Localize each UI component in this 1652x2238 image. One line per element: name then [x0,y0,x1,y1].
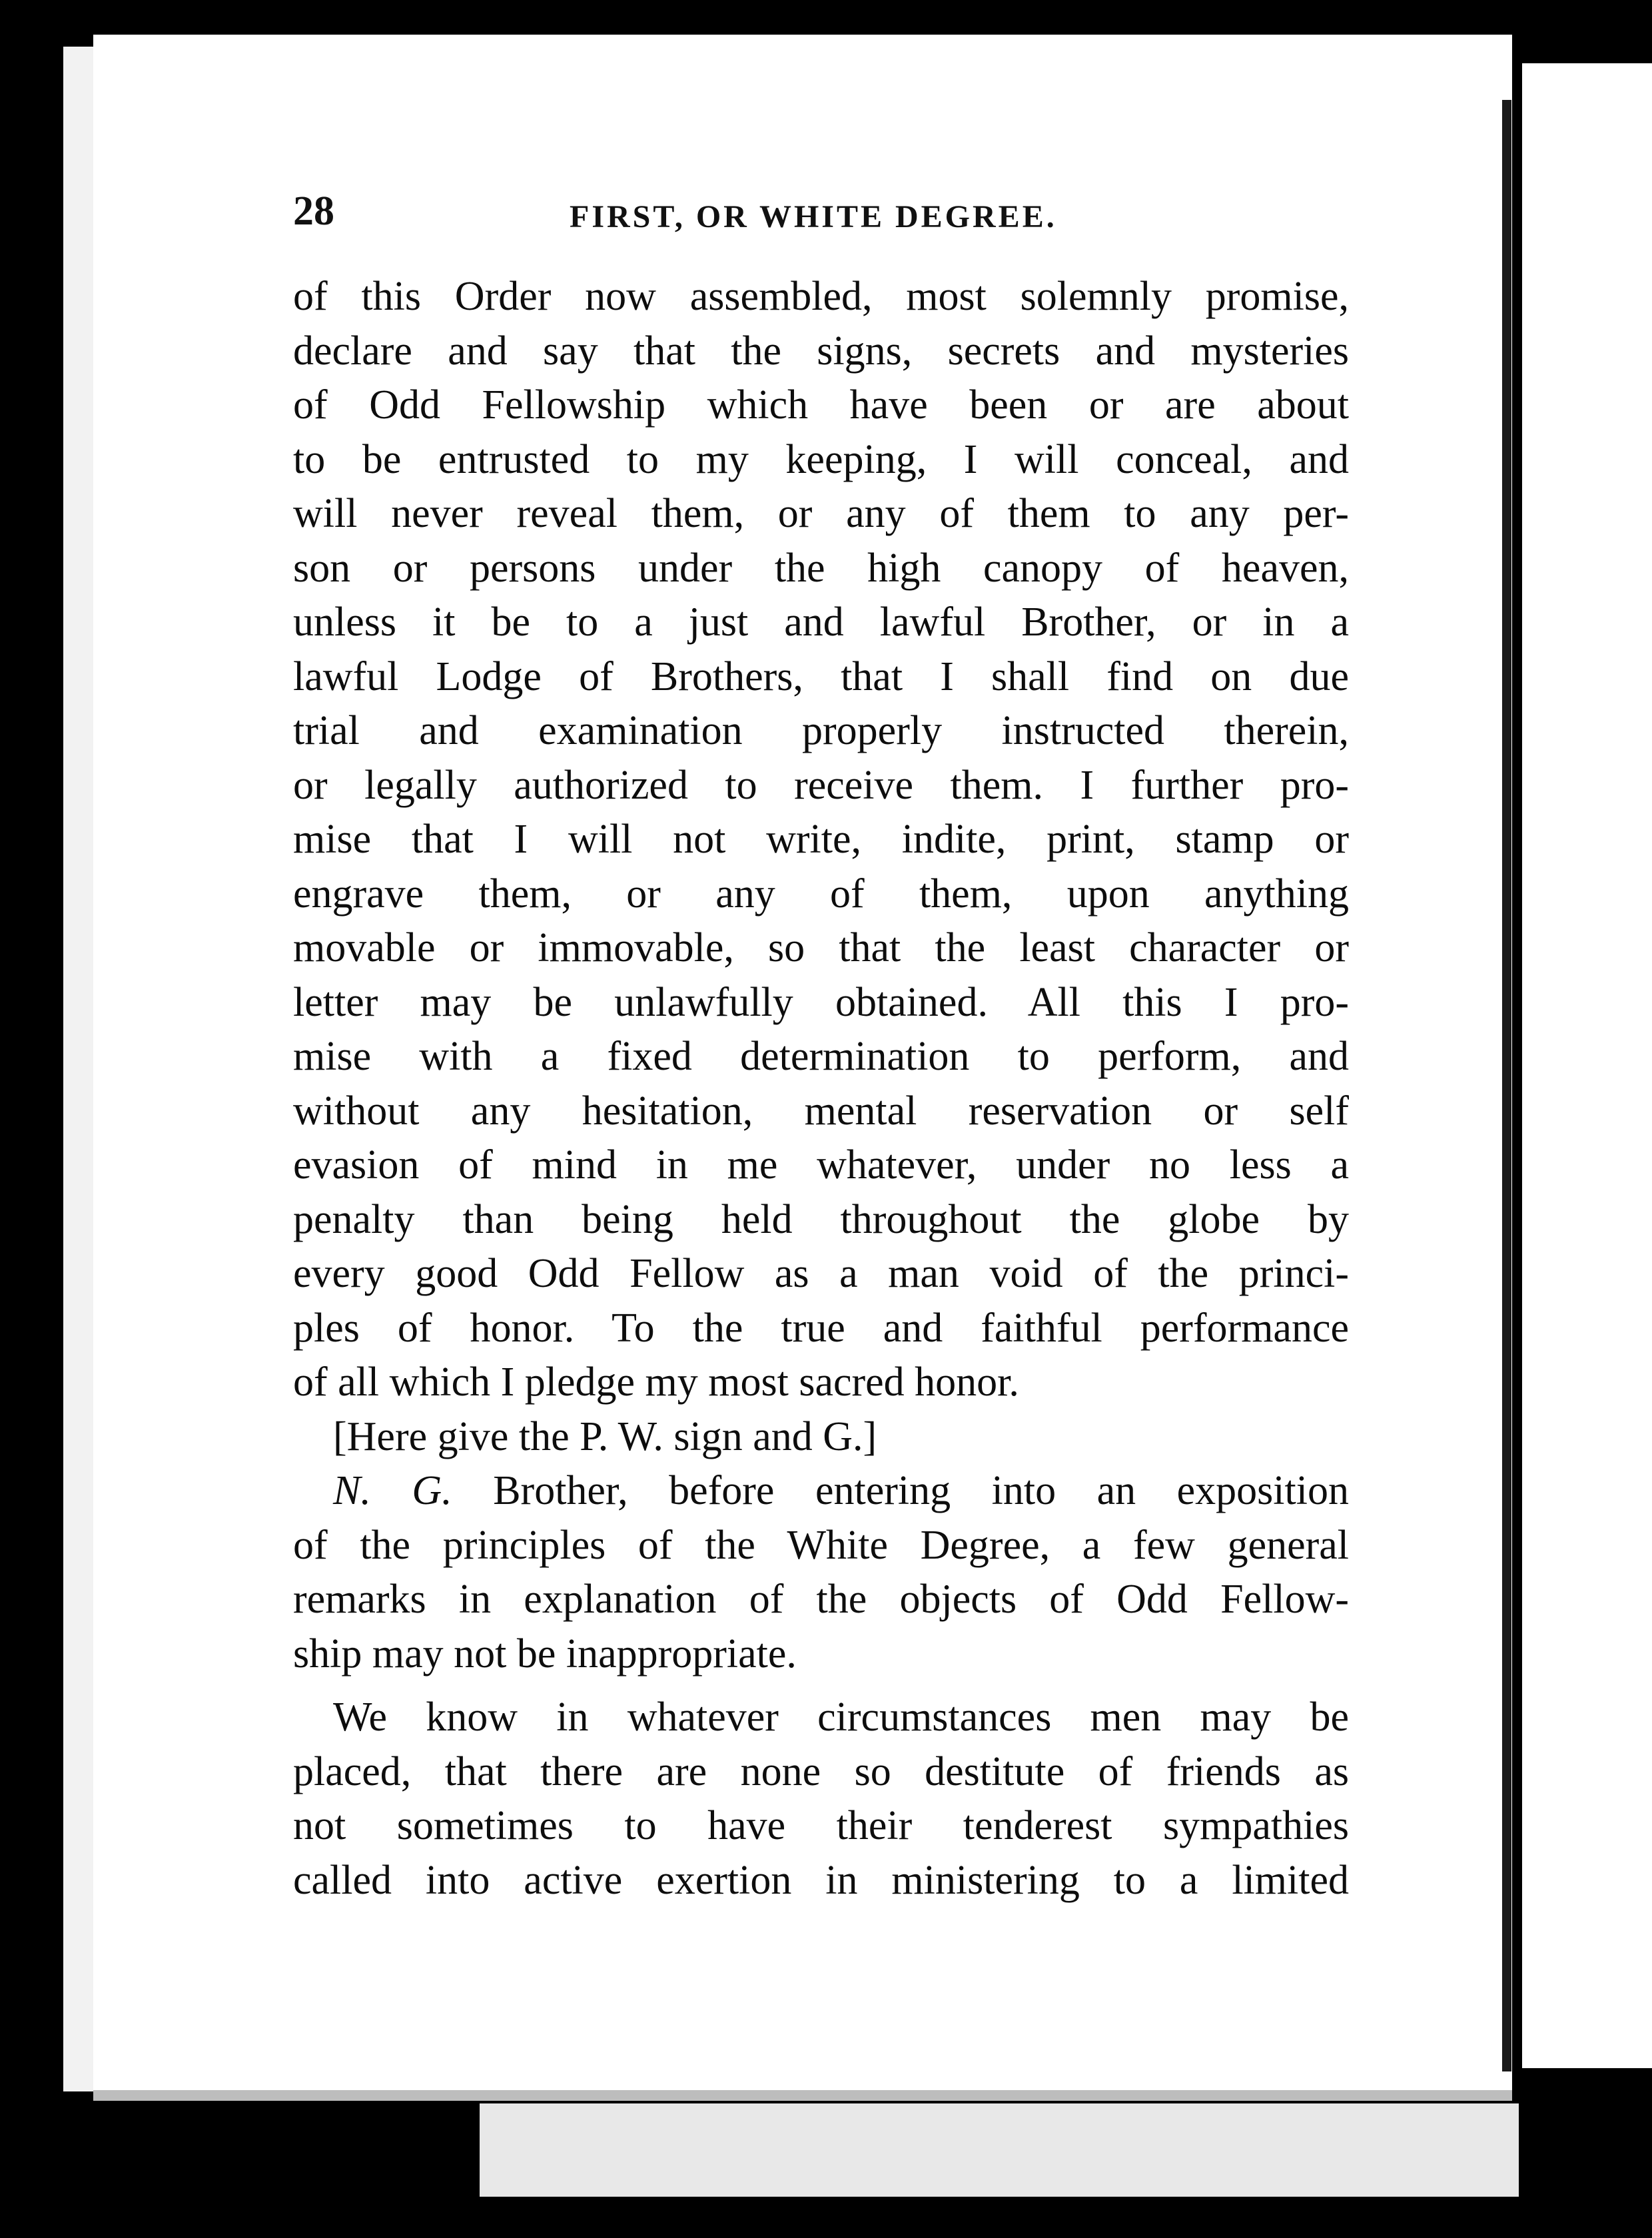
text-line: of this Order now assembled, most solemnly promise, [293,274,1349,319]
text-line: of Odd Fellowship which have been or are about [293,382,1349,428]
text-line: declare and say that the signs, secrets and mysteries [293,328,1349,374]
text-line: without any hesitation, mental reservation or self [293,1088,1349,1134]
page-bottom-shadow [93,2090,1512,2101]
text-line: of the principles of the White Degree, a few general [293,1522,1349,1568]
page-number: 28 [293,188,334,234]
text-line: letter may be unlawfully obtained. All this I pro- [293,979,1349,1025]
text-line: to be entrusted to my keeping, I will conceal, and [293,436,1349,482]
paragraph-gap [293,1681,1349,1690]
text-line: unless it be to a just and lawful Brother, or in a [293,599,1349,645]
text-line: We know in whatever circumstances men may be [333,1694,1349,1740]
page-stack-edge [480,2103,1519,2197]
text-line: penalty than being held throughout the globe by [293,1196,1349,1242]
text-line: mise with a fixed determination to perform, and [293,1034,1349,1079]
paragraph-sympathies [293,1690,1349,1908]
text-line: not sometimes to have their tenderest sympathies [293,1803,1349,1848]
page-gutter-shadow [1502,100,1511,2071]
text-line: evasion of mind in me whatever, under no less a [293,1142,1349,1188]
text-line: remarks in explanation of the objects of Odd Fellow- [293,1577,1349,1622]
text-line: movable or immovable, so that the least character or [293,925,1349,970]
text-line: called into active exertion in ministering to a limited [293,1857,1349,1903]
text-line [293,1464,1349,1519]
page-header [293,180,1359,246]
text-line: every good Odd Fellow as a man void of the princi- [293,1251,1349,1296]
book-spine-edge [63,47,94,2091]
text-line: ship may not be inappropriate. [293,1631,797,1677]
text-line: son or persons under the high canopy of heaven, [293,545,1349,591]
paragraph-noble-grand [293,1464,1349,1681]
speaker-label: N. G. [333,1468,452,1513]
body-text [293,270,1349,1908]
text-line: ples of honor. To the true and faithful performance [293,1305,1349,1351]
text-line: mise that I will not write, indite, print, stamp or [293,817,1349,862]
running-head: FIRST, OR WHITE DEGREE. [570,199,1057,234]
next-page-edge [1522,63,1652,2068]
text-line: of all which I pledge my most sacred honor. [293,1359,1019,1405]
text-line: placed, that there are none so destitute of friends as [293,1748,1349,1794]
text-line: lawful Lodge of Brothers, that I shall find on due [293,653,1349,699]
speaker-text: Brother, before entering into an exposition [493,1468,1349,1513]
text-line: engrave them, or any of them, upon anything [293,871,1349,917]
text-line: or legally authorized to receive them. I further pro- [293,762,1349,808]
text-line: trial and examination properly instructed therein, [293,708,1349,753]
paragraph-oath [293,270,1349,1410]
stage-direction: [Here give the P. W. sign and G.] [333,1413,877,1459]
text-line: will never reveal them, or any of them to any per- [293,491,1349,536]
